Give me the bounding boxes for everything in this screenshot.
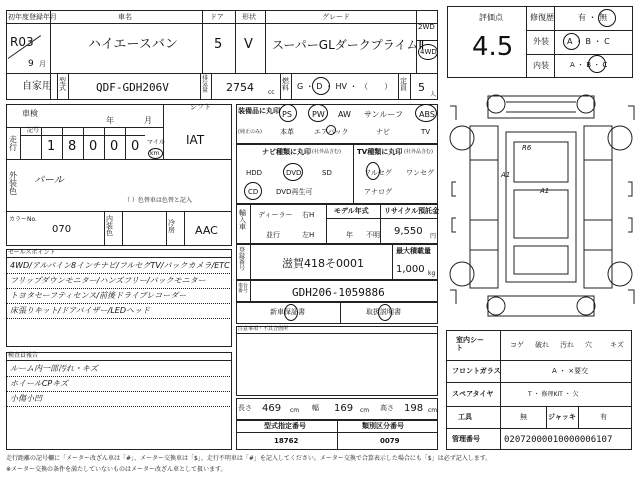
import-right: 右H xyxy=(302,211,315,219)
length-label: 長さ xyxy=(238,404,252,412)
exterior-color-label: 外装色 xyxy=(9,171,17,196)
tools-label: 工具 xyxy=(458,413,472,421)
interior-sheet-item: コゲ xyxy=(510,341,524,349)
navi-cd: CD xyxy=(248,188,259,196)
displacement: 2754 xyxy=(226,81,254,94)
first-reg-label: 初年度登録年月 xyxy=(8,13,57,21)
tv-fullseg-circle xyxy=(366,162,380,180)
interior-grade-options: A ・ B ・ C xyxy=(570,61,608,69)
equip-ps-circle xyxy=(279,104,297,122)
equip-sunroof: サンルーフ xyxy=(364,110,403,119)
recycle-value: 9,550 xyxy=(394,226,423,237)
sales-point-label: セールスポイント xyxy=(8,249,56,256)
use-label: 自家用 xyxy=(22,81,52,92)
length-unit: cm xyxy=(290,407,300,414)
equip-navi: ナビ xyxy=(376,128,390,136)
mileage-unit-mile: マイル xyxy=(147,139,165,146)
shift-label: シフト xyxy=(190,103,211,111)
car-damage-diagram xyxy=(448,90,636,322)
odometer-digit: 1 xyxy=(47,139,56,154)
class-label: 類別区分番号 xyxy=(362,422,404,430)
mileage-unit-km: km xyxy=(150,150,160,157)
height-label: 高さ xyxy=(380,404,394,412)
equip-pw-circle xyxy=(308,104,328,122)
navi-sub: (社外品含む) xyxy=(312,149,341,155)
interior-sheet-label: 室内シート xyxy=(456,336,484,353)
equipment-label: 装備品に丸印 xyxy=(238,107,280,115)
repair-options: 有 ・ 無 xyxy=(578,13,608,22)
length-value: 469 xyxy=(262,403,282,414)
equipment-sub: (純正のみ) xyxy=(238,129,262,135)
capacity-unit: 人 xyxy=(430,91,437,98)
class-value: 0079 xyxy=(380,437,400,445)
color-no-value: 070 xyxy=(52,224,72,235)
inspector-line: ルーム内一部汚れ・キズ xyxy=(10,364,98,373)
recycle-unit: 円 xyxy=(430,233,437,240)
reg-number-label: 登録番号 xyxy=(239,247,246,272)
sales-point-line: 床張りキット/ドアバイザー/LEDヘッド xyxy=(10,306,151,315)
spare-tire-value: T ・ 修理KIT ・ 欠 xyxy=(528,391,579,398)
new-warranty-circle xyxy=(284,304,298,321)
max-load-label: 最大積載量 xyxy=(396,247,431,255)
tv-oneseg: ワンセグ xyxy=(406,169,434,177)
equip-aw: AW xyxy=(338,110,351,119)
navi-dvd-play: DVD再生可 xyxy=(276,188,313,196)
fuel-circle xyxy=(312,77,330,95)
grade: スーパーGLダークプライムⅡ xyxy=(272,38,425,52)
odometer-digit: 0 xyxy=(131,139,140,154)
shift-value: IAT xyxy=(186,133,205,147)
model-year-year: 年 xyxy=(346,231,353,239)
repair-circle xyxy=(598,9,616,27)
inspector-line: 小傷小凹 xyxy=(10,394,42,403)
drive-2wd: 2WD xyxy=(418,23,435,31)
mileage-label: 走行 xyxy=(9,135,17,152)
equip-tv: TV xyxy=(421,128,431,136)
fuel-options: G ・ D ・ HV ・ （ ） xyxy=(297,82,393,91)
navi-hdd: HDD xyxy=(246,169,263,177)
mgmt-label: 管理番号 xyxy=(452,435,480,443)
model-year-unknown: 不明 xyxy=(366,231,380,239)
equip-abs: ABS xyxy=(419,110,435,119)
car-name: ハイエースバン xyxy=(88,37,178,52)
tv-fullseg: フルセグ xyxy=(364,169,392,177)
navi-label: ナビ種類に丸印 xyxy=(262,148,311,156)
tools-value: 無 xyxy=(520,413,527,421)
capacity-label: 定員 xyxy=(400,77,407,92)
first-reg-month: 9 xyxy=(28,59,34,69)
front-glass-label: フロントガラス xyxy=(452,367,501,375)
inspection-month: 月 xyxy=(144,116,152,125)
shape-label: 形状 xyxy=(242,13,256,21)
equip-airbag: エアバック xyxy=(314,128,349,136)
height-value: 198 xyxy=(404,403,424,414)
car-name-label: 車名 xyxy=(118,13,132,21)
model-year-label: モデル年式 xyxy=(334,207,369,215)
sales-point-line: 4WD/アルパイン8インチナビ/フルセグTV/バックカメラ/ETC xyxy=(10,261,230,270)
inspection-year: 年 xyxy=(106,116,114,125)
chassis-value: GDH206-1059886 xyxy=(292,286,385,299)
interior-sheet-item: 破れ xyxy=(535,341,549,349)
manual-circle xyxy=(378,304,392,321)
score-label: 評価点 xyxy=(479,13,503,22)
model: QDF-GDH206V xyxy=(96,81,169,94)
interior-sheet-item: キズ xyxy=(610,341,624,349)
odometer-digit: 0 xyxy=(110,139,119,154)
exterior-grade-label: 外装 xyxy=(533,37,549,46)
max-load-unit: kg xyxy=(428,270,436,277)
repair-label: 修復歴 xyxy=(530,13,554,22)
type-label: 型式指定番号 xyxy=(264,422,306,430)
inspection-label: 車検 xyxy=(22,109,38,118)
type-value: 18762 xyxy=(274,437,299,445)
sales-point-line: フリップダウンモニター/ハンズフリー/バックモニター xyxy=(10,276,206,285)
width-value: 169 xyxy=(334,403,354,414)
max-load-value: 1,000 xyxy=(396,264,425,275)
color-no-label: カラーNo. xyxy=(9,216,37,223)
manual: 取扱説明書 xyxy=(366,308,401,316)
model-label: 型式 xyxy=(59,77,66,92)
spare-tire-label: スペアタイヤ xyxy=(452,390,494,398)
notes-box xyxy=(236,326,438,396)
car-top-outline xyxy=(506,132,576,282)
tv-analog: アナログ xyxy=(364,188,392,196)
inspector-label: 検査員報告 xyxy=(8,352,39,359)
navi-dvd: DVD xyxy=(286,169,302,177)
import-dealer: ディーラー xyxy=(258,211,293,219)
doors: 5 xyxy=(214,37,223,52)
navi-sd: SD xyxy=(322,169,332,177)
displacement-label: 排気量 xyxy=(202,75,209,94)
tv-label: TV種類に丸印 xyxy=(357,148,403,156)
diagram-note-left: A1 xyxy=(501,171,511,179)
capacity: 5 xyxy=(418,81,425,94)
equip-airbag-circle xyxy=(326,125,336,135)
import-label: 輸入車 xyxy=(239,209,246,231)
front-glass-value: A ・ ×要交 xyxy=(552,367,589,375)
jack-label: ジャッキ xyxy=(548,413,576,421)
equip-leather: 本革 xyxy=(280,128,294,136)
exterior-color-value: パール xyxy=(34,175,64,186)
interior-color-label: 内装色 xyxy=(106,215,113,237)
navi-cd-circle xyxy=(244,182,262,200)
mgmt-value: 02072000010000006107 xyxy=(504,435,613,445)
import-parallel: 並行 xyxy=(266,231,280,239)
exterior-grade-circle xyxy=(563,33,580,50)
ac-label: 冷房 xyxy=(168,219,175,234)
interior-sheet-item: 穴 xyxy=(585,341,592,349)
exterior-grade-options: A ・ B ・ C xyxy=(567,37,610,46)
interior-sheet-item: 汚れ xyxy=(560,341,574,349)
reg-number-value: 滋賀418そ0001 xyxy=(282,257,364,270)
notes-label: 注意事項・不具合箇所 xyxy=(238,326,289,332)
new-warranty: 新車保証書 xyxy=(270,308,305,316)
jack-value: 有 xyxy=(600,413,607,421)
recycle-label: リサイクル預託金 xyxy=(384,207,440,215)
door-label: ドア xyxy=(210,13,224,21)
equip-abs-circle xyxy=(415,104,437,122)
exterior-color-note: （ ）色替車は色替と記入 xyxy=(124,197,192,204)
footer-line1: 走行距離の記号欄に「メーター改ざん車は「#」、メーター交換車は「$」、走行不明車は「#」を記入してください。メーター交換で合算表示した場合にも「$」は必ず記入します。 xyxy=(6,455,492,462)
inspector-line: ホイールCPキズ xyxy=(10,379,69,388)
fuel-label: 燃料 xyxy=(282,77,289,92)
odometer-digit: 8 xyxy=(68,139,77,154)
mileage-digits-label: 記号 xyxy=(27,127,40,134)
height-unit: cm xyxy=(428,407,438,414)
manuals-box xyxy=(236,302,438,324)
ac-value: AAC xyxy=(195,224,218,237)
tv-sub: (社外品含む) xyxy=(404,149,433,155)
chassis-label: 車台番号 xyxy=(238,283,249,294)
width-label: 幅 xyxy=(312,404,319,412)
width-unit: cm xyxy=(360,407,370,414)
odometer-digit: 0 xyxy=(89,139,98,154)
navi-dvd-circle xyxy=(283,163,303,181)
equip-pw: PW xyxy=(312,110,325,119)
score-value: 4.5 xyxy=(472,32,514,62)
cc-unit: cc xyxy=(268,89,275,96)
equip-ps: PS xyxy=(282,110,292,119)
first-reg-year: R03 xyxy=(10,35,34,49)
sales-point-line: トヨタセーフティセンス/前後ドライブレコーダー xyxy=(10,291,187,300)
diagram-note-center: A1 xyxy=(540,187,550,195)
shape: V xyxy=(244,37,253,52)
import-left: 左H xyxy=(302,231,315,239)
grade-label: グレード xyxy=(322,13,350,21)
interior-grade-circle xyxy=(588,55,606,73)
month-unit: 月 xyxy=(39,60,46,68)
drive-4wd: 4WD xyxy=(420,48,437,56)
diagram-note-roof: R6 xyxy=(522,144,532,152)
footer-line2: ※メーター交換の条件を満たしていないものはメーター改ざん車として扱います。 xyxy=(6,466,227,473)
interior-grade-label: 内装 xyxy=(533,61,549,70)
